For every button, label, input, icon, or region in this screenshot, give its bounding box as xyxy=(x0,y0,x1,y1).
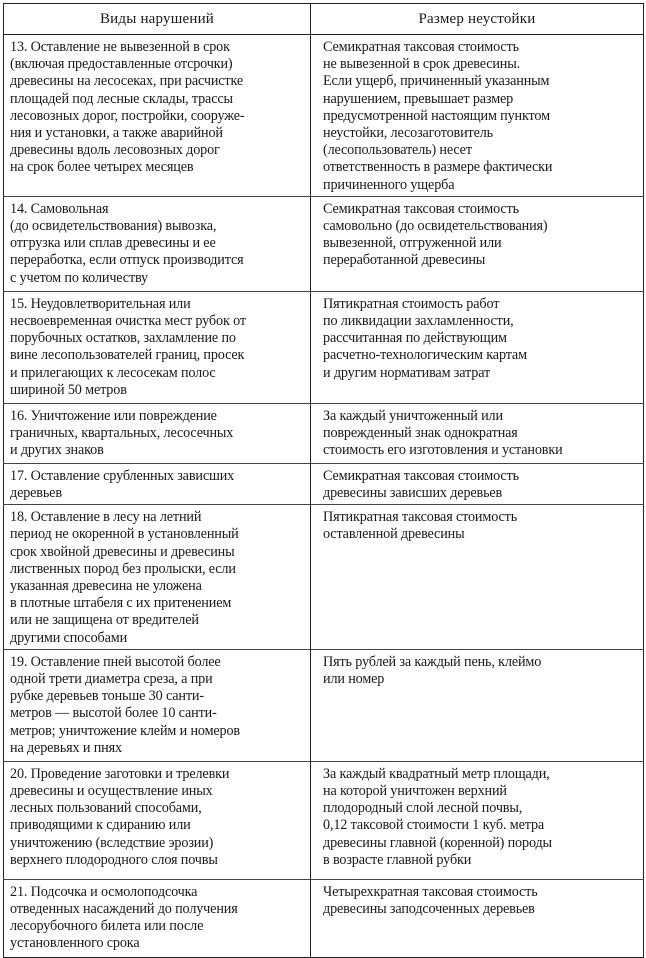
violation-text-line: (включая предоставленные отсрочки) xyxy=(10,56,233,73)
penalty-cell xyxy=(311,35,644,197)
violation-text-line: верхнего плодородного слоя почвы xyxy=(10,851,218,868)
table-row xyxy=(4,649,644,761)
penalty-text-line: Четырехкратная таксовая стоимость xyxy=(323,883,538,900)
table-row xyxy=(4,35,644,197)
violation-text-line: древесины вдоль лесовозных дорог xyxy=(10,142,220,159)
violation-text-line: (до освидетельствования) вывозка, xyxy=(10,218,217,235)
penalty-cell xyxy=(311,761,644,879)
penalty-text-line: Пять рублей за каждый пень, клеймо xyxy=(323,653,542,670)
penalty-cell xyxy=(311,505,644,650)
violation-text-line: на деревьях и пнях xyxy=(10,739,122,756)
violation-text-line: 17. Оставление срубленных зависших xyxy=(10,467,235,484)
penalty-text-line: Семикратная таксовая стоимость xyxy=(323,467,519,484)
penalty-text-line: предусмотренной настоящим пунктом xyxy=(323,107,550,124)
violation-text-line: 21. Подсочка и осмолоподсочка xyxy=(10,883,198,900)
penalty-text-line: Пятикратная стоимость работ xyxy=(323,295,500,312)
violation-text-line: лесовозных дорог, постройки, сооруже- xyxy=(10,107,245,124)
penalty-text-line: (лесопользователь) несет xyxy=(323,142,472,159)
violation-text-line: и других знаков xyxy=(10,442,104,459)
penalty-text-line: поврежденный знак однократная xyxy=(323,425,518,442)
violation-text-line: 16. Уничтожение или повреждение xyxy=(10,407,217,424)
table-header-row xyxy=(4,4,644,35)
violation-text-line: 20. Проведение заготовки и трелевки xyxy=(10,765,230,782)
penalty-text-line: древесины зависших деревьев xyxy=(323,485,503,502)
penalty-text-line: Семикратная таксовая стоимость xyxy=(323,200,519,217)
penalty-cell xyxy=(311,403,644,463)
violation-cell xyxy=(4,649,311,761)
violation-cell xyxy=(4,35,311,197)
violation-text-line: в плотные штабеля с их притенением xyxy=(10,595,232,612)
penalty-text-line: в возрасте главной рубки xyxy=(323,851,472,868)
violation-text-line: лиственных пород без пролыски, если xyxy=(10,560,236,577)
violation-text-line: или не защищена от вредителей xyxy=(10,612,199,629)
penalty-text-line: древесины главной (коренной) породы xyxy=(323,834,552,851)
violation-text-line: на срок более четырех месяцев xyxy=(10,159,194,176)
violation-cell xyxy=(4,196,311,291)
violation-text-line: срок хвойной древесины и древесины xyxy=(10,543,235,560)
header-penalty-amount: Размер неустойки xyxy=(311,4,644,35)
violation-text-line: ния и установки, а также аварийной xyxy=(10,125,223,142)
violation-text-line: 15. Неудовлетворительная или xyxy=(10,295,191,312)
table-row xyxy=(4,761,644,879)
violation-cell xyxy=(4,403,311,463)
penalty-text-line: на которой уничтожен верхний xyxy=(323,783,507,800)
violation-cell xyxy=(4,761,311,879)
table-row xyxy=(4,403,644,463)
penalty-text-line: расчетно-технологическим картам xyxy=(323,347,527,364)
violation-text-line: одной трети диаметра среза, а при xyxy=(10,671,213,688)
penalty-text-line: и другим нормативам затрат xyxy=(323,364,491,381)
violation-text-line: вине лесопользователей границ, просек xyxy=(10,347,245,364)
violation-cell xyxy=(4,505,311,650)
penalty-text-line: За каждый квадратный метр площади, xyxy=(323,765,550,782)
penalty-cell xyxy=(311,649,644,761)
penalty-text-line: или номер xyxy=(323,671,385,688)
violation-text-line: древесины и осуществление иных xyxy=(10,783,213,800)
violation-text-line: лесорубочного билета или после xyxy=(10,918,204,935)
penalty-text-line: оставленной древесины xyxy=(323,526,465,543)
penalty-text-line: Если ущерб, причиненный указанным xyxy=(323,73,550,90)
violation-text-line: деревьев xyxy=(10,485,62,502)
violation-text-line: несвоевременная очистка мест рубок от xyxy=(10,313,246,330)
violation-text-line: площадей под лесные склады, трассы xyxy=(10,90,233,107)
violation-text-line: указанная древесина не уложена xyxy=(10,578,202,595)
violation-text-line: 18. Оставление в лесу на летний xyxy=(10,509,202,526)
violation-text-line: приводящими к сдиранию или xyxy=(10,817,191,834)
violation-text-line: другими способами xyxy=(10,629,128,646)
violation-text-line: установленного срока xyxy=(10,935,140,952)
penalty-text-line: Семикратная таксовая стоимость xyxy=(323,39,519,55)
violation-text-line: граничных, квартальных, лесосечных xyxy=(10,425,234,442)
violation-text-line: переработка, если отпуск производится xyxy=(10,252,244,269)
penalty-text-line: плодородный слой лесной почвы, xyxy=(323,800,523,817)
violation-text-line: 14. Самовольная xyxy=(10,200,109,217)
fines-table xyxy=(3,3,644,958)
penalty-text-line: древесины заподсоченных деревьев xyxy=(323,901,535,918)
penalty-text-line: причиненного ущерба xyxy=(323,176,455,193)
penalty-text-line: За каждый уничтоженный или xyxy=(323,407,503,424)
penalty-text-line: Пятикратная таксовая стоимость xyxy=(323,509,518,526)
table-row xyxy=(4,196,644,291)
penalty-text-line: ответственность в размере фактически xyxy=(323,159,553,176)
violation-text-line: уничтожению (вследствие эрозии) xyxy=(10,834,214,851)
violation-text-line: с учетом по количеству xyxy=(10,269,149,286)
header-violation-types: Виды нарушений xyxy=(4,4,311,35)
penalty-text-line: рассчитанная по действующим xyxy=(323,330,507,347)
violation-text-line: рубке деревьев тоньше 30 санти- xyxy=(10,688,204,705)
table-row xyxy=(4,291,644,403)
violation-text-line: метров — высотой более 10 санти- xyxy=(10,705,217,722)
penalty-text-line: неустойки, лесозаготовитель xyxy=(323,125,493,142)
violation-text-line: отведенных насаждений до получения xyxy=(10,901,238,918)
violation-text-line: период не окоренной в установленный xyxy=(10,526,239,543)
violation-cell xyxy=(4,291,311,403)
violation-cell xyxy=(4,463,311,504)
violation-text-line: шириной 50 метров xyxy=(10,381,127,398)
violation-text-line: порубочных остатков, захламление по xyxy=(10,330,236,347)
penalty-text-line: по ликвидации захламленности, xyxy=(323,313,514,330)
table-row xyxy=(4,505,644,650)
penalty-text-line: стоимость его изготовления и установки xyxy=(323,442,563,459)
violation-text-line: отгрузка или сплав древесины и ее xyxy=(10,235,216,252)
table-row xyxy=(4,463,644,504)
penalty-cell xyxy=(311,291,644,403)
violation-text-line: лесных пользований способами, xyxy=(10,800,202,817)
violation-text-line: 13. Оставление не вывезенной в срок xyxy=(10,39,230,55)
penalty-text-line: переработанной древесины xyxy=(323,252,486,269)
penalty-text-line: самовольно (до освидетельствования) xyxy=(323,218,548,235)
violation-text-line: 19. Оставление пней высотой более xyxy=(10,653,221,670)
penalty-text-line: нарушением, превышает размер xyxy=(323,90,514,107)
penalty-text-line: не вывезенной в срок древесины. xyxy=(323,56,521,73)
violation-text-line: метров; уничтожение клейм и номеров xyxy=(10,722,240,739)
penalty-cell xyxy=(311,463,644,504)
penalty-cell xyxy=(311,196,644,291)
table-body xyxy=(4,35,644,958)
penalty-text-line: 0,12 таксовой стоимости 1 куб. метра xyxy=(323,817,545,834)
violation-text-line: и прилегающих к лесосекам полос xyxy=(10,364,216,381)
violation-text-line: древесины на лесосеках, при расчистке xyxy=(10,73,244,90)
penalty-text-line: вывезенной, отгруженной или xyxy=(323,235,502,252)
